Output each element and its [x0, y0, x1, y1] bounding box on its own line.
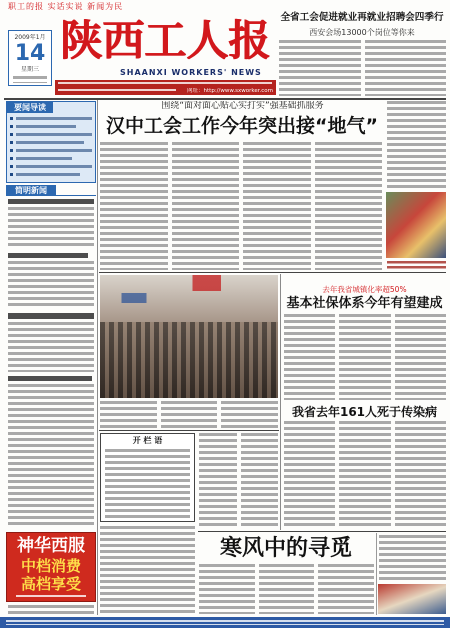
section-divider	[198, 531, 446, 532]
issue-date-fineprint	[13, 76, 47, 83]
digest-item	[10, 125, 92, 129]
body-text-column	[172, 142, 240, 270]
issue-day: 14	[14, 42, 46, 66]
social-security-body	[284, 314, 446, 400]
brief-headline	[8, 253, 88, 258]
side-brief-photo	[378, 584, 446, 614]
brief-body-text	[8, 261, 94, 309]
social-security-headline: 基本社保体系今年有望建成	[286, 296, 443, 311]
body-text-column	[243, 142, 311, 270]
ad-slogan-line-1: 中档消费	[20, 557, 81, 575]
body-text-column	[199, 564, 255, 614]
body-text-column	[395, 421, 446, 528]
caption-text-column	[161, 401, 218, 428]
news-digest-box	[6, 101, 96, 183]
column-intro-text	[105, 449, 190, 519]
brief-body-text	[8, 605, 94, 615]
digest-item	[10, 165, 92, 169]
body-text-column	[318, 564, 374, 614]
lead-story-headline: 汉中工会工作今年突出接“地气”	[106, 115, 378, 137]
disease-story-body	[284, 421, 446, 528]
ad-contact-fineprint	[16, 595, 86, 599]
feature-story-body	[199, 564, 374, 614]
body-text-column	[365, 40, 447, 96]
brief-headline	[8, 313, 94, 319]
caption-text-column	[100, 401, 157, 428]
suit-shop-advertisement	[6, 532, 96, 602]
job-fair-crowd-photo	[100, 275, 278, 398]
publication-info-line	[58, 89, 176, 93]
feature-story-headline: 寒风中的寻觅	[219, 536, 352, 561]
lead-story-kicker: 围绕“面对面心贴心实打实”强基础抓服务	[161, 101, 324, 111]
digest-item	[10, 133, 92, 137]
publication-info-line	[58, 82, 272, 86]
news-briefs-underline	[56, 195, 96, 196]
section-divider	[99, 272, 446, 273]
body-text-column	[339, 421, 390, 528]
body-text-column	[199, 433, 237, 527]
body-text-column	[339, 314, 390, 400]
body-text-column	[279, 40, 361, 96]
lead-story-photo	[386, 192, 446, 258]
body-text-column	[284, 421, 335, 528]
lead-story-body	[100, 142, 382, 270]
masthead-divider	[4, 98, 446, 100]
brief-body-text	[8, 384, 94, 528]
issue-date-box	[8, 30, 52, 86]
caption-text-column	[221, 401, 278, 428]
feature-side-text	[100, 526, 195, 614]
body-text-column	[315, 142, 383, 270]
news-briefs-title: 简明新闻	[6, 185, 56, 196]
masthead-logo: 陕西工人报	[60, 16, 271, 65]
column-intro-continued	[199, 433, 278, 527]
body-text-column	[284, 314, 335, 400]
column-divider	[280, 274, 281, 530]
brief-headline	[8, 376, 92, 381]
top-story-body	[279, 40, 446, 96]
job-fair-photo-caption	[100, 401, 278, 428]
masthead-slogan: 职工的报 实话实说 新闻为民	[8, 2, 124, 11]
body-text-column	[241, 433, 279, 527]
digest-item	[10, 117, 92, 121]
digest-item	[10, 173, 92, 177]
digest-item	[10, 141, 92, 145]
news-digest-title: 要闻导读	[7, 102, 53, 113]
page-footer-bar	[0, 617, 450, 628]
brief-body-text	[8, 207, 94, 249]
body-text-column	[100, 142, 168, 270]
masthead-english-title: SHAANXI WORKERS' NEWS	[120, 68, 262, 77]
brief-headline	[8, 199, 94, 204]
issue-year-month: 2009年1月	[14, 34, 46, 41]
top-story-subhead: 西安会场13000个岗位等你来	[309, 28, 415, 37]
website-address: 网址：http://www.sxworker.com	[187, 88, 273, 94]
lead-photo-caption	[387, 261, 446, 270]
digest-item	[10, 157, 92, 161]
social-security-kicker: 去年我省城镇化率超50%	[322, 285, 407, 294]
digest-item	[10, 149, 92, 153]
disease-story-headline: 我省去年161人死于传染病	[291, 405, 438, 419]
section-divider	[99, 430, 279, 431]
publication-info-band	[55, 80, 276, 95]
issue-weekday: 星期三	[20, 66, 39, 73]
body-text-column	[259, 564, 315, 614]
body-text-column	[395, 314, 446, 400]
lead-story-side-text	[387, 101, 446, 189]
column-divider	[376, 533, 377, 615]
footer-contact-line	[6, 620, 444, 625]
column-divider	[97, 100, 98, 615]
side-brief-text	[379, 535, 446, 581]
ad-brand: 神华西服	[17, 536, 85, 556]
ad-slogan-line-2: 高档享受	[20, 575, 81, 593]
column-intro-title: 开 栏 语	[132, 436, 163, 445]
column-intro-box	[100, 433, 195, 522]
brief-body-text	[8, 322, 94, 372]
top-story-headline: 全省工会促进就业再就业招聘会四季行	[280, 12, 444, 23]
